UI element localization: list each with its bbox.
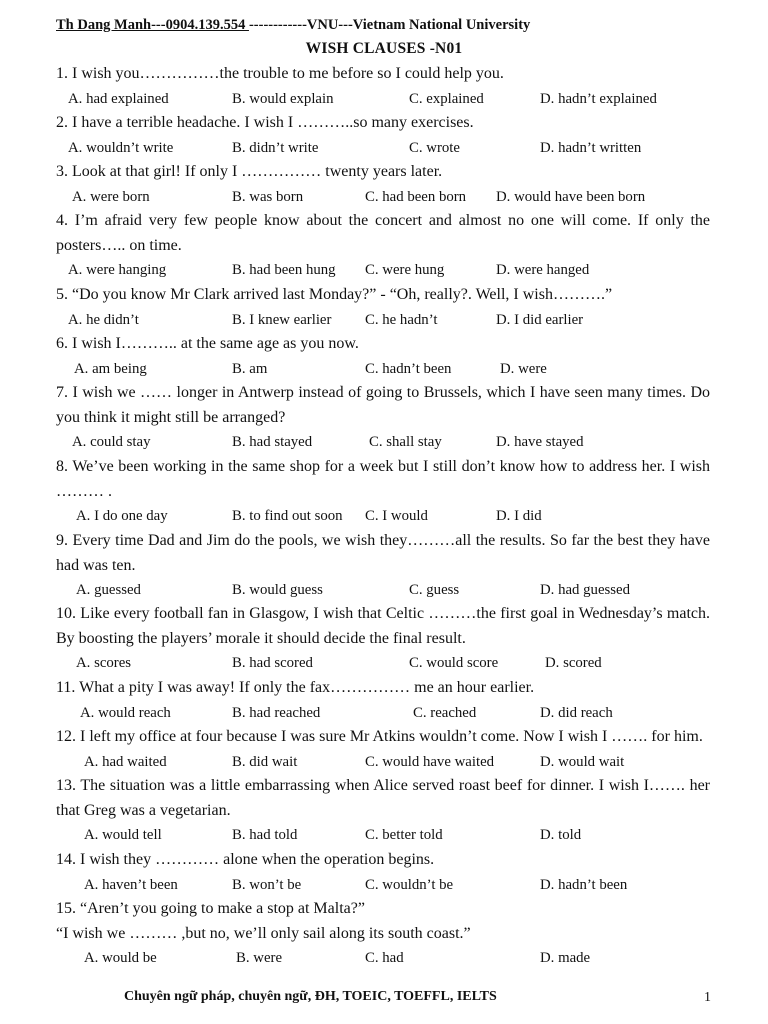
question-9-option-a[interactable]: A. guessed	[76, 582, 141, 598]
question-13-option-c[interactable]: C. better told	[365, 827, 443, 843]
question-3-option-a[interactable]: A. were born	[72, 189, 150, 205]
question-14-option-c[interactable]: C. wouldn’t be	[365, 877, 454, 893]
question-9-text: 9. Every time Dad and Jim do the pools, we wish they………all the results. So far the best they have had was ten.	[56, 532, 710, 574]
question-4-option-b[interactable]: B. had been hung	[232, 262, 336, 278]
question-13-option-d[interactable]: D. told	[540, 827, 582, 843]
question-4-text: 4. I’m afraid very few people know about the concert and almost no one will come. If only the posters….. on time.	[56, 212, 710, 254]
question-7-option-a[interactable]: A. could stay	[72, 434, 151, 450]
question-15-option-d[interactable]: D. made	[540, 950, 591, 966]
question-13-option-a[interactable]: A. would tell	[84, 827, 162, 843]
footer-text: Chuyên ngữ pháp, chuyên ngữ, ĐH, TOEIC, TOEFFL, IELTS	[124, 989, 497, 1004]
question-11-option-b[interactable]: B. had reached	[232, 705, 321, 721]
question-7-text: 7. I wish we …… longer in Antwerp instead of going to Brussels, which I have seen many times. Do you think it might still be arranged?	[56, 384, 710, 426]
question-2-text: 2. I have a terrible headache. I wish I ………..so many exercises.	[56, 114, 474, 131]
question-7-option-b[interactable]: B. had stayed	[232, 434, 313, 450]
question-1-option-d[interactable]: D. hadn’t explained	[540, 91, 657, 107]
document-header	[56, 17, 716, 34]
question-2-option-b[interactable]: B. didn’t write	[232, 140, 319, 156]
question-2-option-d[interactable]: D. hadn’t written	[540, 140, 642, 156]
question-4-option-d[interactable]: D. were hanged	[496, 262, 590, 278]
question-3-option-c[interactable]: C. had been born	[365, 189, 467, 205]
question-12-option-d[interactable]: D. would wait	[540, 754, 625, 770]
question-7-option-c[interactable]: C. shall stay	[369, 434, 442, 450]
question-8-option-a[interactable]: A. I do one day	[76, 508, 168, 524]
question-13-text: 13. The situation was a little embarrassing when Alice served roast beef for dinner. I wish I……. her that Greg was a vegetarian.	[56, 777, 710, 819]
question-3-text: 3. Look at that girl! If only I …………… twenty years later.	[56, 163, 443, 180]
question-6-option-c[interactable]: C. hadn’t been	[365, 361, 452, 377]
question-14-option-a[interactable]: A. haven’t been	[84, 877, 178, 893]
header-university: ------------VNU---Vietnam National University	[248, 17, 531, 33]
question-9-option-c[interactable]: C. guess	[409, 582, 460, 598]
question-6-text: 6. I wish I……….. at the same age as you now.	[56, 335, 359, 352]
question-14-option-d[interactable]: D. hadn’t been	[540, 877, 628, 893]
question-15-option-a[interactable]: A. would be	[84, 950, 157, 966]
question-5-option-d[interactable]: D. I did earlier	[496, 312, 584, 328]
question-2-option-c[interactable]: C. wrote	[409, 140, 460, 156]
header-author: Th Dang Manh---0904.139.554	[56, 17, 249, 33]
question-14-option-b[interactable]: B. won’t be	[232, 877, 302, 893]
question-12-option-c[interactable]: C. would have waited	[365, 754, 495, 770]
question-6-option-b[interactable]: B. am	[232, 361, 268, 377]
question-10-text: 10. Like every football fan in Glasgow, I wish that Celtic ………the first goal in Wednesday’s match. By boosting the players’ morale it should decide the final result.	[56, 605, 710, 647]
question-8-text: 8. We’ve been working in the same shop for a week but I still don’t know how to address her. I wish ……… .	[56, 458, 710, 500]
question-11-text: 11. What a pity I was away! If only the fax…………… me an hour earlier.	[56, 679, 535, 696]
question-11-option-d[interactable]: D. did reach	[540, 705, 613, 721]
question-15-option-b[interactable]: B. were	[236, 950, 283, 966]
question-13-option-b[interactable]: B. had told	[232, 827, 298, 843]
question-9-option-b[interactable]: B. would guess	[232, 582, 323, 598]
question-5-option-a[interactable]: A. he didn’t	[68, 312, 139, 328]
question-1-text: 1. I wish you……………the trouble to me before so I could help you.	[56, 65, 504, 82]
question-3-option-d[interactable]: D. would have been born	[496, 189, 646, 205]
question-11-option-a[interactable]: A. would reach	[80, 705, 171, 721]
question-12-option-b[interactable]: B. did wait	[232, 754, 298, 770]
question-6-option-a[interactable]: A. am being	[74, 361, 147, 377]
question-8-option-b[interactable]: B. to find out soon	[232, 508, 343, 524]
question-1-option-a[interactable]: A. had explained	[68, 91, 169, 107]
question-8-option-c[interactable]: C. I would	[365, 508, 428, 524]
question-6-option-d[interactable]: D. were	[500, 361, 547, 377]
question-14-text: 14. I wish they ………… alone when the operation begins.	[56, 851, 435, 868]
question-4-option-a[interactable]: A. were hanging	[68, 262, 167, 278]
question-10-option-c[interactable]: C. would score	[409, 655, 499, 671]
question-15-text: 15. “Aren’t you going to make a stop at Malta?” “I wish we ……… ,but no, we’ll only sail along its south coast.”	[56, 900, 471, 942]
question-1-option-b[interactable]: B. would explain	[232, 91, 334, 107]
question-10-option-b[interactable]: B. had scored	[232, 655, 313, 671]
question-10-option-a[interactable]: A. scores	[76, 655, 132, 671]
question-3-option-b[interactable]: B. was born	[232, 189, 304, 205]
question-2-option-a[interactable]: A. wouldn’t write	[68, 140, 174, 156]
question-15-option-c[interactable]: C. had	[365, 950, 404, 966]
question-5-option-c[interactable]: C. he hadn’t	[365, 312, 438, 328]
page-title: WISH CLAUSES -N01	[305, 40, 463, 57]
question-5-text: 5. “Do you know Mr Clark arrived last Monday?” - “Oh, really?. Well, I wish……….”	[56, 286, 613, 303]
question-9-option-d[interactable]: D. had guessed	[540, 582, 630, 598]
question-11-option-c[interactable]: C. reached	[413, 705, 477, 721]
question-12-text: 12. I left my office at four because I was sure Mr Atkins wouldn’t come. Now I wish I ……. for him.	[56, 728, 703, 745]
question-4-option-c[interactable]: C. were hung	[365, 262, 445, 278]
question-12-option-a[interactable]: A. had waited	[84, 754, 167, 770]
question-5-option-b[interactable]: B. I knew earlier	[232, 312, 332, 328]
question-10-option-d[interactable]: D. scored	[545, 655, 602, 671]
question-7-option-d[interactable]: D. have stayed	[496, 434, 584, 450]
question-8-option-d[interactable]: D. I did	[496, 508, 542, 524]
question-1-option-c[interactable]: C. explained	[409, 91, 484, 107]
page-number: 1	[704, 990, 711, 1005]
